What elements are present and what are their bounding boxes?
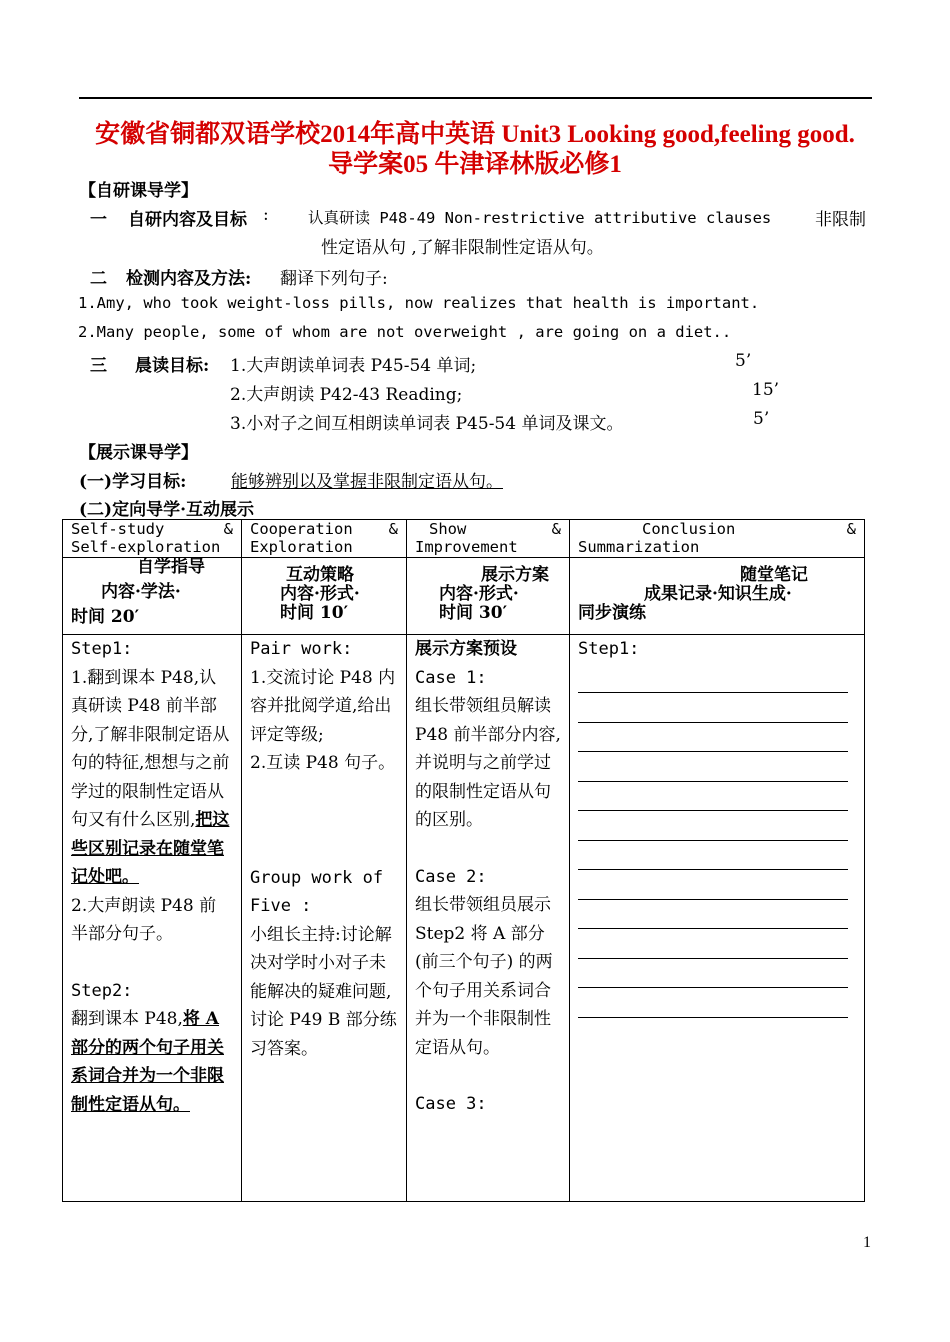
col3-preset: 展示方案预设 — [415, 639, 517, 659]
col2-h1c: Exploration — [250, 538, 353, 556]
col2-h1b: & — [388, 520, 398, 538]
col4-h2b: 成果记录·知识生成· — [644, 584, 792, 604]
col3-c1: 组长带领组员解读 P48 前半部分内容,并说明与之前学过的限制性定语从句的区别。 — [415, 696, 561, 830]
col3-c2: 组长带领组员展示 Step2 将 A 部分(前三个句子) 的两个句子用关系词合并为一个非限制性定语从句。 — [415, 895, 553, 1058]
col1-h1c: Self-exploration — [71, 538, 221, 556]
col2-p3: 小组长主持:讨论解决对学时小对子未能解决的疑难问题,讨论 P49 B 部分练习答案。 — [250, 924, 397, 1059]
note-line[interactable] — [578, 811, 848, 841]
col2-p1: 1.交流讨论 P48 内容并批阅学道,给出评定等级; — [250, 667, 396, 745]
top-rule — [79, 97, 872, 99]
col2-h1a: Cooperation — [250, 520, 353, 538]
col1-step2: Step2: — [71, 980, 133, 1001]
section2-num: 二 — [90, 269, 107, 289]
note-line[interactable] — [578, 723, 848, 753]
col1-p1: 1.翻到课本 P48,认真研读 P48 前半部分,了解非限制定语从句的特征,想想与之前学过的限制性定语从句又有什么区别, — [71, 667, 230, 830]
col3-h1a: Show — [429, 520, 467, 538]
self-study-header: 【自研课导学】 — [79, 181, 198, 201]
reading-item-1-time: 5’ — [735, 351, 752, 371]
note-line[interactable] — [578, 693, 848, 723]
section1-text-a: 认真研读 P48-49 Non-restrictive attributive clauses — [308, 209, 772, 227]
goal-label: (一)学习目标: — [79, 472, 187, 492]
goal-text: 能够辨别以及掌握非限制定语从句。 — [231, 472, 503, 492]
note-line[interactable] — [578, 782, 848, 812]
reading-item-3: 3.小对子之间互相朗读单词表 P45-54 单词及课文。 — [230, 414, 624, 434]
col4-h1c: Summarization — [578, 538, 700, 556]
col2-h2b: 内容·形式· — [280, 584, 360, 604]
section2-label: 检测内容及方法: — [126, 269, 252, 289]
sentence-2: 2.Many people, some of whom are not overweight , are going on a diet.. — [78, 323, 732, 341]
doc-title-line1: 安徽省铜都双语学校2014年高中英语 Unit3 Looking good,feeling good. — [95, 121, 855, 148]
table-body-row — [63, 635, 865, 1202]
doc-title-line2: 导学案05 牛津译林版必修1 — [328, 151, 622, 178]
col4-h2a: 随堂笔记 — [740, 565, 808, 585]
section2-instruction: 翻译下列句子: — [280, 269, 388, 289]
section1-num: 一 — [90, 210, 107, 230]
col3-h2a: 展示方案 — [481, 565, 549, 585]
col1-h1b: & — [223, 520, 233, 538]
col4-h1b: & — [846, 520, 856, 538]
col1-h2c: 时间 20′ — [71, 607, 140, 627]
col1-h2b: 内容·学法· — [101, 582, 181, 602]
guide-title: (二)定向导学·互动展示 — [79, 500, 255, 520]
col3-case1: Case 1: — [415, 667, 487, 688]
note-line[interactable] — [578, 988, 848, 1018]
col1-p2: 2.大声朗读 P48 前半部分句子。 — [71, 895, 217, 944]
col3-header — [407, 520, 570, 558]
col4-h1a: Conclusion — [642, 520, 736, 538]
guide-table — [62, 519, 865, 1202]
col2-group-work: Group work of Five : — [250, 867, 384, 916]
reading-item-1: 1.大声朗读单词表 P45-54 单词; — [230, 356, 477, 376]
note-line[interactable] — [578, 841, 848, 871]
section3-num: 三 — [90, 356, 107, 376]
note-line[interactable] — [578, 664, 848, 694]
note-line[interactable] — [578, 752, 848, 782]
col1-h1a: Self-study — [71, 520, 165, 538]
col4-step1: Step1: — [578, 639, 640, 659]
display-header: 【展示课导学】 — [79, 443, 198, 463]
col4-subheader — [570, 558, 865, 635]
section1-text-b: 非限制 — [815, 210, 866, 230]
col2-h2a: 互动策略 — [286, 565, 354, 585]
col1-step1: Step1: — [71, 639, 133, 659]
page-number: 1 — [863, 1234, 871, 1251]
note-line[interactable] — [578, 900, 848, 930]
reading-item-2: 2.大声朗读 P42-43 Reading; — [230, 385, 463, 405]
col3-case3: Case 3: — [415, 1094, 487, 1114]
col3-subheader — [407, 558, 570, 635]
col3-h1c: Improvement — [415, 538, 518, 556]
col3-h1b: & — [551, 520, 561, 538]
col2-pair-work: Pair work: — [250, 639, 353, 659]
col2-body — [242, 635, 407, 1202]
col1-h2a: 自学指导 — [137, 557, 205, 577]
col2-p2: 2.互读 P48 句子。 — [250, 753, 396, 773]
col2-header — [242, 520, 407, 558]
reading-item-3-time: 5’ — [753, 409, 770, 429]
reading-item-2-time: 15’ — [752, 380, 780, 400]
col4-header — [570, 520, 865, 558]
col2-h2c: 时间 10′ — [280, 603, 349, 623]
section1-label: 自研内容及目标 — [128, 210, 247, 230]
note-line[interactable] — [578, 959, 848, 989]
note-line[interactable] — [578, 929, 848, 959]
col4-body — [570, 635, 865, 1202]
col1-p3-bold: 将 A 部分的两个句子用关系词合并为一个非限制性定语从句。 — [71, 1009, 224, 1115]
note-line[interactable] — [578, 870, 848, 900]
section3-label: 晨读目标: — [135, 356, 210, 376]
col1-p3: 翻到课本 P48, — [71, 1009, 183, 1029]
table-header-chinese — [63, 558, 865, 635]
sentence-1: 1.Amy, who took weight-loss pills, now realizes that health is important. — [78, 294, 760, 312]
col1-header — [63, 520, 242, 558]
section1-colon: : — [263, 205, 269, 225]
col4-h2c: 同步演练 — [578, 603, 646, 623]
col3-body — [407, 635, 570, 1202]
section1-text-c: 性定语从句 ,了解非限制性定语从句。 — [321, 238, 604, 258]
col3-case2: Case 2: — [415, 866, 487, 887]
col1-p1-bold: 把这些区别记录在随堂笔记处吧。 — [71, 810, 230, 887]
col2-subheader — [242, 558, 407, 635]
col1-subheader — [63, 558, 242, 635]
col3-h2b: 内容·形式· — [439, 584, 519, 604]
col1-body — [63, 635, 242, 1202]
table-header-english — [63, 520, 865, 558]
col3-h2c: 时间 30′ — [439, 603, 508, 623]
